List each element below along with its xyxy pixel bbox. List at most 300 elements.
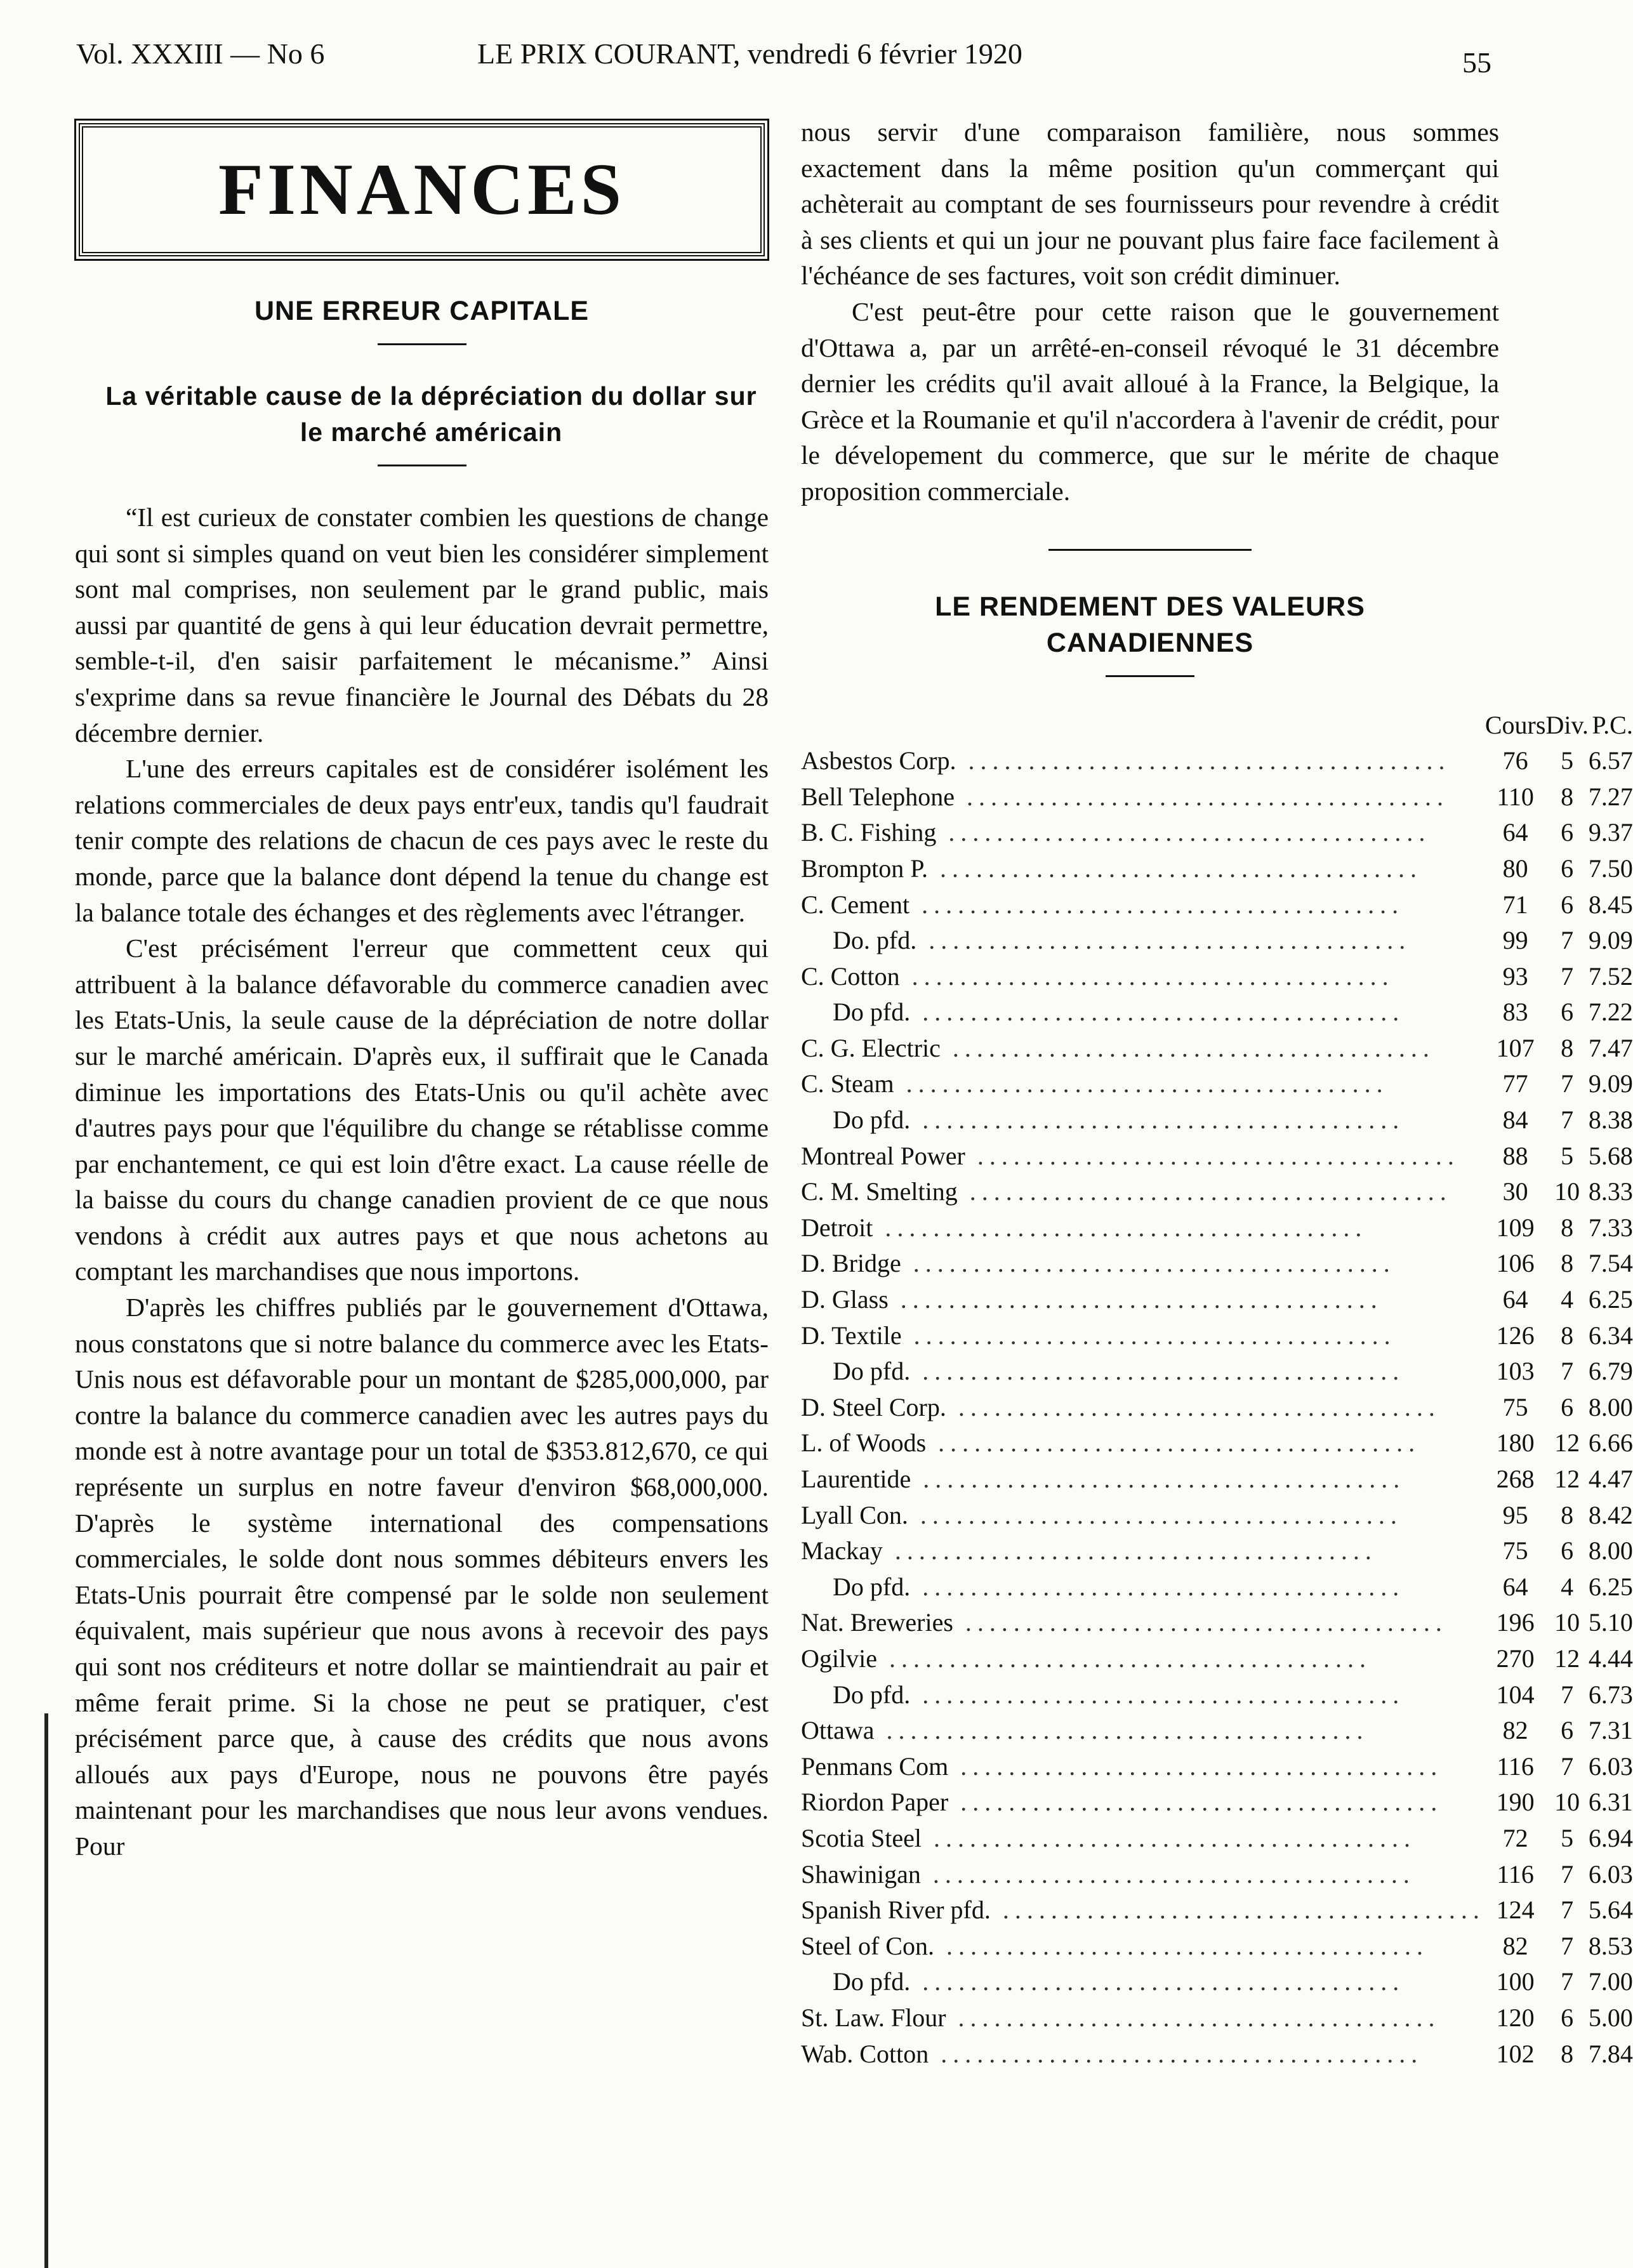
stock-pc <box>1589 1569 1633 1605</box>
stock-name-value: Lyall Con. <box>801 1500 908 1529</box>
stock-div <box>1545 815 1588 851</box>
stock-pc <box>1589 923 1633 959</box>
stock-div <box>1545 851 1588 887</box>
stock-pc-value: 6.73 <box>1588 1680 1633 1709</box>
stock-pc-value: 7.22 <box>1588 998 1633 1027</box>
stock-cours-value: 100 <box>1496 1967 1535 1996</box>
stock-name-value: Do pfd. <box>833 1572 911 1601</box>
table-row <box>801 779 1633 815</box>
stock-name-value: Bell Telephone <box>801 782 955 811</box>
table-row <box>801 1821 1633 1857</box>
stock-cours <box>1485 779 1546 815</box>
stock-div-value: 12 <box>1554 1465 1580 1493</box>
stock-cours <box>1485 959 1546 995</box>
stock-cours <box>1485 1641 1546 1677</box>
dot-leader: ........................................ <box>953 1608 1448 1637</box>
stock-name-value: Spanish River pfd. <box>801 1895 991 1925</box>
table-title-line1: LE RENDEMENT DES VALEURS <box>935 591 1365 622</box>
stock-cours-value: 88 <box>1502 1141 1528 1170</box>
stock-div-value: 12 <box>1554 1428 1580 1458</box>
stock-cours-value: 99 <box>1502 926 1528 955</box>
stock-pc <box>1589 959 1633 995</box>
stock-div-value: 8 <box>1561 782 1574 811</box>
stock-pc <box>1589 1390 1633 1426</box>
stock-div-value: 8 <box>1561 1213 1574 1242</box>
stock-cours <box>1485 1246 1546 1282</box>
dot-leader: ........................................ <box>901 1321 1396 1350</box>
stock-cours-value: 76 <box>1502 746 1528 775</box>
stock-cours-value: 110 <box>1497 782 1534 811</box>
stock-pc <box>1589 1282 1633 1318</box>
stock-div-value: 8 <box>1561 1321 1574 1350</box>
page-number: 55 <box>1462 46 1491 79</box>
stock-cours <box>1485 1964 1546 2000</box>
dot-leader: ........................................ <box>894 1069 1389 1098</box>
table-row <box>801 2036 1633 2073</box>
dot-leader: ........................................ <box>926 1428 1421 1458</box>
table-row <box>801 1425 1633 1461</box>
stock-div <box>1545 959 1588 995</box>
stock-name <box>801 1282 1485 1318</box>
stock-name <box>801 1569 1485 1605</box>
stock-cours <box>1485 1138 1546 1175</box>
stock-div-value: 7 <box>1561 1680 1574 1709</box>
stock-div <box>1545 1425 1588 1461</box>
stock-cours-value: 82 <box>1502 1931 1528 1960</box>
dot-leader: ........................................ <box>929 2039 1424 2068</box>
stock-name-value: C. Steam <box>801 1069 894 1098</box>
stock-pc-value: 4.47 <box>1588 1465 1633 1493</box>
stock-name <box>801 1354 1485 1390</box>
volume-number: Vol. XXXIII — No 6 <box>76 37 325 70</box>
stock-pc-value: 6.03 <box>1588 1859 1633 1889</box>
stock-div <box>1545 1246 1588 1282</box>
paragraph: C'est peut-être pour cette raison que le gouvernement d'Ottawa a, par un arrêté-en-conseil révoqué le 31 décembre dernier les crédits qu'il avait alloué à la France, la Belgique, la Grèce et la Roumanie et qu'il n'accordera à l'avenir de crédit, pour le dévelopement du commerce, que sur le mérite de chaque proposition commerciale. <box>801 296 1499 506</box>
table-row <box>801 1784 1633 1821</box>
stock-name-value: D. Textile <box>801 1321 902 1350</box>
paragraph: C'est précisément l'erreur que commettent ceux qui attribuent à la balance défavorable du commerce canadien avec les Etats-Unis, la seule cause de la dépréciation de notre dollar sur le marché américain. D'après eux, il suffirait que le Canada diminue les importations des Etats-Unis ou qu'il achète avec d'autres pays pour que l'équilibre du change se rétablisse comme par enchantement, ce qui est loin d'être exact. La cause réelle de la baisse du cours du change canadien provient de ce que nous vendons à crédit aux autres pays et que nous achetons au comptant les marchandises que nous importons. <box>75 933 769 1286</box>
table-row <box>801 1390 1633 1426</box>
left-column <box>75 114 769 1864</box>
stock-pc-value: 8.33 <box>1588 1177 1633 1206</box>
stock-div-value: 6 <box>1561 854 1574 883</box>
stock-name <box>801 1066 1485 1102</box>
pc-column-header: P.C. <box>1592 710 1633 739</box>
stock-pc <box>1589 887 1633 923</box>
stock-cours <box>1485 994 1546 1031</box>
stock-name <box>801 923 1485 959</box>
stock-cours-value: 116 <box>1497 1859 1534 1889</box>
stock-div <box>1545 887 1588 923</box>
dot-leader: ........................................ <box>954 782 1449 811</box>
stock-div <box>1545 1821 1588 1857</box>
stock-name <box>801 1461 1485 1498</box>
paragraph: nous servir d'une comparaison familière, nous sommes exactement dans la même position qu'un commerçant qui achèterait au comptant de ses fournisseurs pour revendre à crédit à ses clients et qui un jour ne pouvant plus faire face facilement à l'échéance de ses factures, voit son crédit diminuer. <box>801 117 1499 291</box>
stock-name-value: Do pfd. <box>833 1680 911 1709</box>
stock-pc-value: 7.52 <box>1588 961 1633 991</box>
stock-pc <box>1589 1461 1633 1498</box>
stock-div <box>1545 1318 1588 1354</box>
dot-leader: ........................................ <box>882 1536 1377 1566</box>
stock-pc <box>1589 994 1633 1031</box>
stock-pc-value: 7.00 <box>1588 1967 1633 1996</box>
dot-leader: ........................................ <box>901 1249 1396 1278</box>
stock-div-value: 4 <box>1561 1572 1574 1601</box>
table-row <box>801 1354 1633 1390</box>
stock-cours <box>1485 2000 1546 2036</box>
stock-div <box>1545 1461 1588 1498</box>
stock-name <box>801 1533 1485 1569</box>
dot-leader: ........................................ <box>936 818 1431 847</box>
stock-name <box>801 1174 1485 1210</box>
stock-cours-value: 180 <box>1496 1428 1535 1458</box>
dot-leader: ........................................ <box>940 1033 1435 1062</box>
article-body-right <box>801 114 1499 510</box>
stock-cours-value: 71 <box>1502 890 1528 919</box>
dot-leader: ........................................ <box>876 1644 1372 1673</box>
stock-name-value: Mackay <box>801 1536 883 1566</box>
table-row <box>801 1031 1633 1067</box>
stock-div <box>1545 1641 1588 1677</box>
stock-pc-value: 8.53 <box>1588 1931 1633 1960</box>
stock-name <box>801 994 1485 1031</box>
stock-pc-value: 6.34 <box>1588 1321 1633 1350</box>
stock-name-value: Riordon Paper <box>801 1788 949 1817</box>
stock-div <box>1545 1569 1588 1605</box>
article-body-left <box>75 499 769 1864</box>
stock-pc-value: 7.27 <box>1588 782 1633 811</box>
stock-div-value: 6 <box>1561 1716 1574 1745</box>
scan-edge-mark <box>44 1713 48 2268</box>
stock-name-value: B. C. Fishing <box>801 818 937 847</box>
stock-div-value: 7 <box>1561 1895 1574 1925</box>
stock-name <box>801 1641 1485 1677</box>
table-row <box>801 1964 1633 2000</box>
stock-div-value: 6 <box>1561 818 1574 847</box>
stock-div <box>1545 1210 1588 1246</box>
stock-div <box>1545 1857 1588 1893</box>
dot-leader: ........................................ <box>946 2003 1441 2032</box>
stock-div <box>1545 923 1588 959</box>
stock-div-value: 6 <box>1561 2003 1574 2032</box>
publication-date: LE PRIX COURANT, vendredi 6 février 1920 <box>477 37 1022 70</box>
stock-pc <box>1589 2000 1633 2036</box>
table-row <box>801 994 1633 1031</box>
stock-pc <box>1589 1031 1633 1067</box>
stock-name-value: Nat. Breweries <box>801 1608 953 1637</box>
table-row <box>801 1246 1633 1282</box>
stock-div-value: 10 <box>1554 1788 1580 1817</box>
stock-pc <box>1589 1928 1633 1965</box>
stock-div <box>1545 1354 1588 1390</box>
dot-leader: ........................................ <box>899 961 1394 991</box>
stock-div-value: 8 <box>1561 2039 1574 2068</box>
stock-name-value: C. M. Smelting <box>801 1177 958 1206</box>
stock-pc-value: 9.09 <box>1588 926 1633 955</box>
stock-cours-value: 80 <box>1502 854 1528 883</box>
dot-leader: ........................................ <box>948 1788 1443 1817</box>
stock-cours-value: 268 <box>1496 1465 1535 1493</box>
stock-pc <box>1589 1605 1633 1641</box>
dot-leader: ........................................ <box>910 998 1405 1027</box>
stock-pc-value: 6.94 <box>1588 1823 1633 1852</box>
stock-pc <box>1589 815 1633 851</box>
table-row <box>801 1749 1633 1785</box>
stock-div-value: 4 <box>1561 1285 1574 1314</box>
stock-name-value: D. Glass <box>801 1285 889 1314</box>
stock-pc <box>1589 743 1633 779</box>
stock-div <box>1545 1964 1588 2000</box>
stock-name <box>801 1964 1485 2000</box>
stock-div-value: 5 <box>1561 1141 1574 1170</box>
stock-name-value: C. Cotton <box>801 961 900 991</box>
stock-name <box>801 1857 1485 1893</box>
dot-leader: ........................................ <box>910 1572 1405 1601</box>
stock-div-value: 5 <box>1561 1823 1574 1852</box>
stock-div-value: 7 <box>1561 1105 1574 1135</box>
stock-pc <box>1589 1533 1633 1569</box>
stock-cours-value: 75 <box>1502 1536 1528 1566</box>
stock-cours-value: 104 <box>1496 1680 1535 1709</box>
stock-pc-value: 6.31 <box>1588 1788 1633 1817</box>
divider <box>378 465 466 466</box>
stock-name-value: Do pfd. <box>833 1357 911 1386</box>
table-row <box>801 1102 1633 1138</box>
table-row <box>801 1461 1633 1498</box>
stock-name <box>801 959 1485 995</box>
stock-cours <box>1485 1102 1546 1138</box>
stock-name-value: Scotia Steel <box>801 1823 922 1852</box>
stock-pc <box>1589 1857 1633 1893</box>
stock-cours-value: 270 <box>1496 1644 1535 1673</box>
dot-leader: ........................................ <box>909 890 1405 919</box>
dot-leader: ........................................ <box>916 926 1412 955</box>
divider <box>378 343 466 345</box>
stock-name <box>801 1318 1485 1354</box>
stock-pc-value: 6.25 <box>1588 1285 1633 1314</box>
stock-cours-value: 120 <box>1496 2003 1535 2032</box>
table-row <box>801 1498 1633 1534</box>
stock-cours <box>1485 1857 1546 1893</box>
stock-pc <box>1589 1318 1633 1354</box>
stock-div <box>1545 1749 1588 1785</box>
stock-cours-value: 83 <box>1502 998 1528 1027</box>
dot-leader: ........................................ <box>920 1859 1415 1889</box>
dot-leader: ........................................ <box>874 1716 1369 1745</box>
stock-cours-value: 106 <box>1496 1249 1535 1278</box>
stock-cours <box>1485 1928 1546 1965</box>
table-row <box>801 923 1633 959</box>
stock-pc <box>1589 1892 1633 1928</box>
divider <box>1048 549 1252 551</box>
stock-name <box>801 779 1485 815</box>
table-row <box>801 1210 1633 1246</box>
stock-cours <box>1485 1390 1546 1426</box>
stock-cours-value: 64 <box>1502 818 1528 847</box>
stock-div <box>1545 1390 1588 1426</box>
stock-div <box>1545 1066 1588 1102</box>
stock-name <box>801 1713 1485 1749</box>
stock-pc <box>1589 1174 1633 1210</box>
stock-cours <box>1485 743 1546 779</box>
stock-yield-table <box>801 708 1633 2073</box>
dot-leader: ........................................ <box>911 1465 1406 1493</box>
dot-leader: ........................................ <box>957 1177 1452 1206</box>
stock-name <box>801 1102 1485 1138</box>
paragraph: L'une des erreurs capitales est de considérer isolément les relations commerciales de deux pays entr'eux, tandis qu'l faudrait tenir compte des relations de chacun de ces pays avec le reste du monde, parce que la balance dont dépend la tenue du change est la balance totale des échanges et des règlements avec l'étranger. <box>75 754 769 927</box>
table-row <box>801 2000 1633 2036</box>
dot-leader: ........................................ <box>990 1895 1485 1925</box>
stock-cours <box>1485 1282 1546 1318</box>
stock-pc-value: 9.09 <box>1588 1069 1633 1098</box>
stock-name <box>801 887 1485 923</box>
stock-pc-value: 8.38 <box>1588 1105 1633 1135</box>
stock-cours-value: 190 <box>1496 1788 1535 1817</box>
stock-cours <box>1485 1892 1546 1928</box>
stock-name-value: Steel of Con. <box>801 1931 934 1960</box>
stock-div-value: 8 <box>1561 1249 1574 1278</box>
section-title: FINANCES <box>218 148 625 230</box>
stock-div <box>1545 1928 1588 1965</box>
table-title <box>801 589 1499 661</box>
table-row <box>801 743 1633 779</box>
dot-leader: ........................................ <box>888 1285 1383 1314</box>
stock-name <box>801 815 1485 851</box>
stock-div-value: 6 <box>1561 890 1574 919</box>
stock-name-value: Laurentide <box>801 1465 911 1493</box>
stock-cours-value: 64 <box>1502 1572 1528 1601</box>
stock-div <box>1545 743 1588 779</box>
stock-cours <box>1485 851 1546 887</box>
dot-leader: ........................................ <box>965 1141 1460 1170</box>
stock-div-value: 6 <box>1561 1392 1574 1421</box>
stock-cours-value: 84 <box>1502 1105 1528 1135</box>
stock-name <box>801 1390 1485 1426</box>
stock-name <box>801 1605 1485 1641</box>
stock-name <box>801 1928 1485 1965</box>
dot-leader: ........................................ <box>921 1823 1416 1852</box>
stock-cours-value: 126 <box>1496 1321 1535 1350</box>
stock-cours <box>1485 1210 1546 1246</box>
stock-div-value: 10 <box>1554 1608 1580 1637</box>
stock-cours-value: 103 <box>1496 1357 1535 1386</box>
stock-cours-value: 196 <box>1496 1608 1535 1637</box>
stock-name-value: Montreal Power <box>801 1141 965 1170</box>
stock-pc-value: 6.79 <box>1588 1357 1633 1386</box>
stock-div <box>1545 1031 1588 1067</box>
stock-name-value: C. Cement <box>801 890 910 919</box>
stock-name-value: D. Steel Corp. <box>801 1392 946 1421</box>
stock-name <box>801 1821 1485 1857</box>
stock-div <box>1545 1282 1588 1318</box>
stock-cours <box>1485 1821 1546 1857</box>
stock-div-value: 10 <box>1554 1177 1580 1206</box>
dot-leader: ........................................ <box>910 1967 1405 1996</box>
article-title: UNE ERREUR CAPITALE <box>254 296 590 326</box>
stock-name-value: Do pfd. <box>833 1967 911 1996</box>
stock-name <box>801 1246 1485 1282</box>
table-row <box>801 1138 1633 1175</box>
stock-div <box>1545 1892 1588 1928</box>
stock-cours <box>1485 1066 1546 1102</box>
stock-name-value: Wab. Cotton <box>801 2039 929 2068</box>
stock-div <box>1545 1677 1588 1713</box>
stock-div <box>1545 2000 1588 2036</box>
table-row <box>801 1318 1633 1354</box>
stock-pc-value: 8.00 <box>1588 1392 1633 1421</box>
stock-div <box>1545 1174 1588 1210</box>
stock-cours <box>1485 1569 1546 1605</box>
stock-div-value: 7 <box>1561 926 1574 955</box>
stock-name-value: Ogilvie <box>801 1644 877 1673</box>
stock-pc-value: 7.31 <box>1588 1716 1633 1745</box>
stock-name <box>801 743 1485 779</box>
dot-leader: ........................................ <box>910 1105 1405 1135</box>
stock-cours <box>1485 1713 1546 1749</box>
stock-cours <box>1485 1677 1546 1713</box>
stock-cours <box>1485 1318 1546 1354</box>
stock-cours <box>1485 1605 1546 1641</box>
stock-pc <box>1589 1964 1633 2000</box>
stock-cours-value: 64 <box>1502 1285 1528 1314</box>
dot-leader: ........................................ <box>948 1751 1443 1781</box>
stock-cours-value: 93 <box>1502 961 1528 991</box>
stock-name-value: Detroit <box>801 1213 873 1242</box>
stock-pc-value: 7.84 <box>1588 2039 1633 2068</box>
stock-pc-value: 8.45 <box>1588 890 1633 919</box>
dot-leader: ........................................ <box>956 746 1451 775</box>
divider <box>1106 675 1194 677</box>
stock-cours-value: 95 <box>1502 1500 1528 1529</box>
stock-cours <box>1485 1749 1546 1785</box>
running-header <box>76 37 1491 81</box>
table-row <box>801 1857 1633 1893</box>
stock-name <box>801 1892 1485 1928</box>
table-row <box>801 1928 1633 1965</box>
stock-pc-value: 6.66 <box>1588 1428 1633 1458</box>
stock-pc-value: 7.47 <box>1588 1033 1633 1062</box>
stock-pc <box>1589 1138 1633 1175</box>
table-row <box>801 1892 1633 1928</box>
stock-div <box>1545 1713 1588 1749</box>
stock-pc-value: 5.68 <box>1588 1141 1633 1170</box>
stock-cours-value: 107 <box>1496 1033 1535 1062</box>
table-row <box>801 1605 1633 1641</box>
stock-div-value: 7 <box>1561 1859 1574 1889</box>
stock-pc-value: 5.00 <box>1588 2003 1633 2032</box>
stock-div <box>1545 994 1588 1031</box>
stock-cours <box>1485 1461 1546 1498</box>
stock-pc-value: 5.10 <box>1588 1608 1633 1637</box>
stock-div <box>1545 1533 1588 1569</box>
stock-cours-value: 102 <box>1496 2039 1535 2068</box>
stock-name <box>801 2000 1485 2036</box>
stock-div-value: 7 <box>1561 1967 1574 1996</box>
stock-div-value: 5 <box>1561 746 1574 775</box>
stock-div <box>1545 1784 1588 1821</box>
stock-div-value: 6 <box>1561 1536 1574 1566</box>
section-title-box <box>79 123 765 256</box>
stock-name-value: Penmans Com <box>801 1751 949 1781</box>
stock-name <box>801 2036 1485 2073</box>
stock-name <box>801 1498 1485 1534</box>
table-row <box>801 815 1633 851</box>
stock-pc <box>1589 1210 1633 1246</box>
dot-leader: ........................................ <box>873 1213 1368 1242</box>
right-column <box>801 114 1633 2072</box>
stock-cours-value: 75 <box>1502 1392 1528 1421</box>
stock-pc <box>1589 1354 1633 1390</box>
